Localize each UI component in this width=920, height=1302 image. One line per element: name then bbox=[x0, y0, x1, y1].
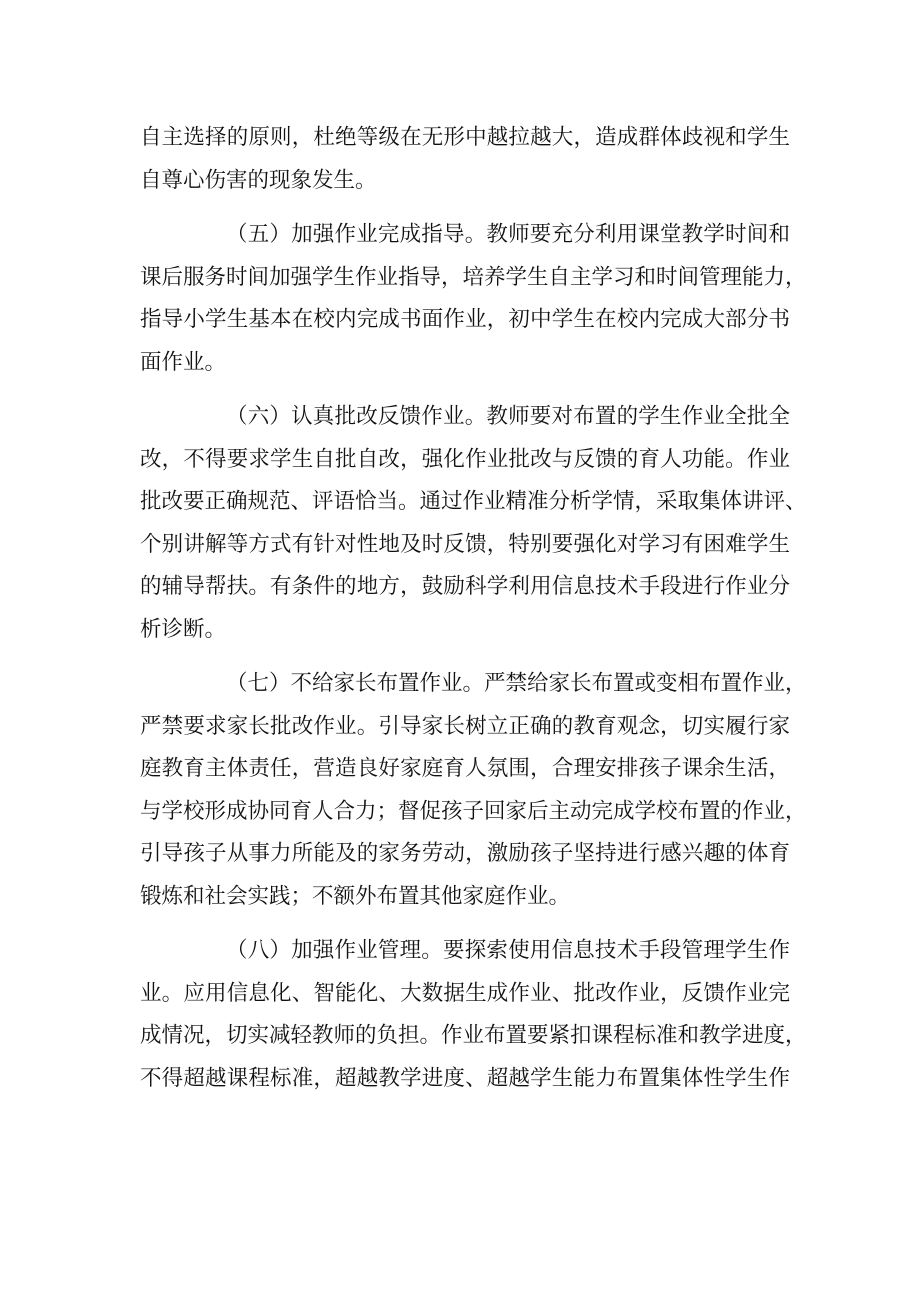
paragraph-six bbox=[140, 396, 807, 651]
paragraph-seven bbox=[140, 663, 807, 918]
text-line: 析诊断。 bbox=[140, 616, 227, 642]
text-line: 的辅导帮扶。有条件的地方，鼓励科学利用信息技术手段进行作业分 bbox=[140, 574, 790, 599]
text-line: 面作业。 bbox=[140, 349, 227, 375]
text-line: 不得超越课程标准，超越教学进度、超越学生能力布置集体性学生作 bbox=[140, 1065, 790, 1091]
text-line: （六）认真批改反馈作业。教师要对布置的学生作业全批全 bbox=[226, 404, 790, 429]
text-line: （七）不给家长布置作业。严禁给家长布置或变相布置作业， bbox=[226, 671, 807, 696]
text-line: （五）加强作业完成指导。教师要充分利用课堂教学时间和 bbox=[226, 222, 790, 247]
text-line: 业。应用信息化、智能化、大数据生成作业、批改作业，反馈作业完 bbox=[140, 980, 790, 1006]
text-line: 课后服务时间加强学生作业指导，培养学生自主学习和时间管理能力， bbox=[140, 264, 807, 290]
paragraph-eight bbox=[140, 930, 807, 1100]
text-line: 锻炼和社会实践；不额外布置其他家庭作业。 bbox=[140, 883, 571, 909]
text-line: 成情况，切实减轻教师的负担。作业布置要紧扣课程标准和教学进度， bbox=[140, 1023, 807, 1048]
text-line: （八）加强作业管理。要探索使用信息技术手段管理学生作 bbox=[226, 938, 790, 963]
text-line: 批改要正确规范、评语恰当。通过作业精准分析学情，采取集体讲评、 bbox=[140, 489, 807, 514]
text-line: 自主选择的原则，杜绝等级在无形中越拉越大，造成群体歧视和学生 bbox=[140, 125, 790, 150]
document-body bbox=[140, 117, 807, 1100]
text-line: 引导孩子从事力所能及的家务劳动，激励孩子坚持进行感兴趣的体育 bbox=[140, 841, 790, 866]
text-line: 与学校形成协同育人合力；督促孩子回家后主动完成学校布置的作业， bbox=[140, 798, 807, 824]
text-line: 改，不得要求学生自批自改，强化作业批改与反馈的育人功能。作业 bbox=[140, 446, 790, 472]
paragraph-five bbox=[140, 214, 807, 384]
text-line: 庭教育主体责任，营造良好家庭育人氛围，合理安排孩子课余生活， bbox=[140, 756, 790, 781]
paragraph-continuation bbox=[140, 117, 790, 202]
text-line: 个别讲解等方式有针对性地及时反馈，特别要强化对学习有困难学生 bbox=[140, 531, 790, 557]
text-line: 自尊心伤害的现象发生。 bbox=[140, 167, 377, 193]
text-line: 指导小学生基本在校内完成书面作业，初中学生在校内完成大部分书 bbox=[140, 307, 790, 332]
text-line: 严禁要求家长批改作业。引导家长树立正确的教育观念，切实履行家 bbox=[140, 713, 790, 739]
